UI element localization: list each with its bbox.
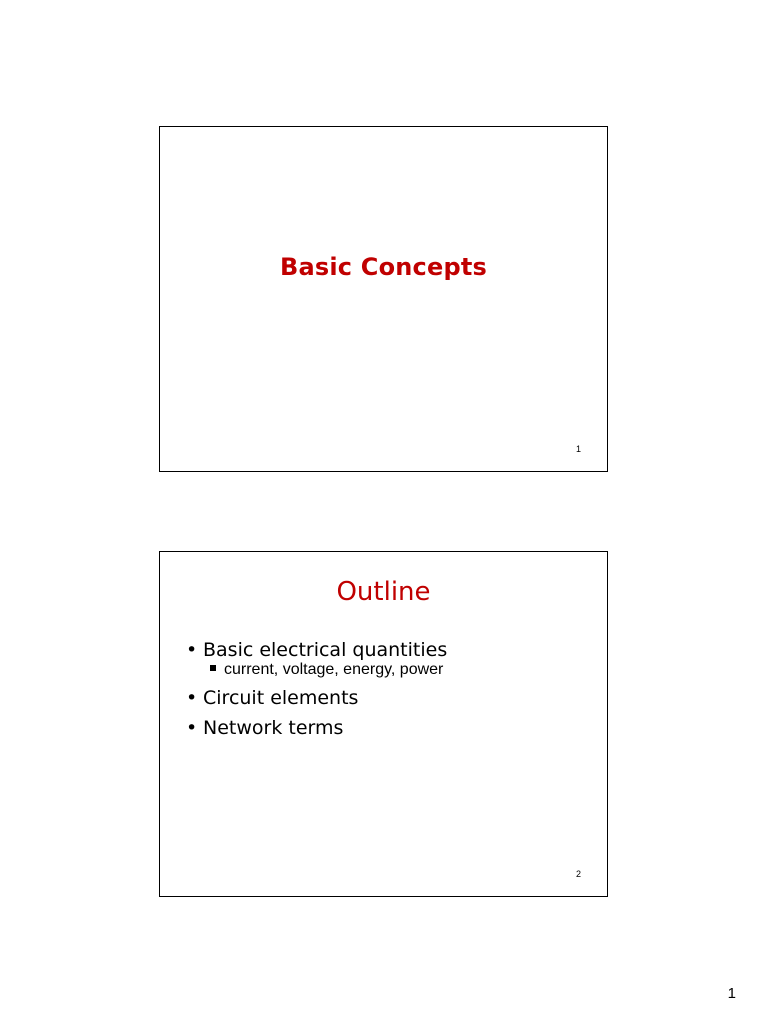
slide-1 bbox=[159, 126, 608, 472]
bullet-dot-icon: • bbox=[186, 639, 198, 661]
bullet-text: Basic electrical quantities bbox=[203, 639, 448, 661]
sub-bullet-item bbox=[186, 659, 597, 681]
bullet-item bbox=[186, 683, 597, 713]
slide-title: Outline bbox=[336, 577, 431, 607]
page-number: 1 bbox=[727, 985, 736, 1002]
slide-number: 1 bbox=[575, 444, 581, 454]
slide-title: Basic Concepts bbox=[279, 253, 487, 281]
bullet-list bbox=[186, 635, 597, 743]
slide-number: 2 bbox=[575, 869, 581, 879]
bullet-text: Network terms bbox=[203, 717, 344, 739]
square-bullet-icon bbox=[210, 665, 216, 671]
slide-2 bbox=[159, 551, 608, 897]
bullet-dot-icon: • bbox=[186, 717, 198, 739]
bullet-text: Circuit elements bbox=[203, 687, 359, 709]
bullet-item bbox=[186, 713, 597, 743]
bullet-dot-icon: • bbox=[186, 687, 198, 709]
sub-bullet-text: current, voltage, energy, power bbox=[224, 661, 444, 678]
